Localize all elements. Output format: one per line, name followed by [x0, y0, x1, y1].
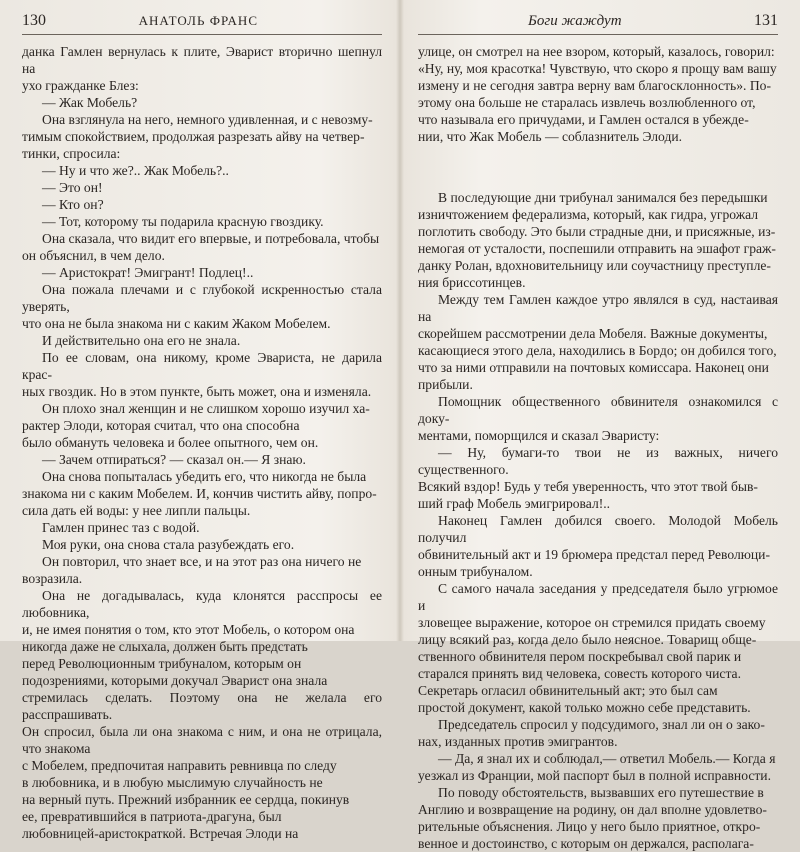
text-line: рительные объяснения. Лицо у него было приятное, откро-: [418, 819, 761, 835]
text-line: Помощник общественного обвинителя ознакомился с доку-: [418, 394, 778, 427]
text-line: нии, что Жак Мобель — соблазнитель Элоди.: [418, 129, 683, 144]
text-line: Моя руки, она снова стала разубеждать его.: [42, 537, 295, 552]
text-line: Между тем Гамлен каждое утро являлся в суд, настаивая на: [418, 292, 778, 325]
text-line: Она взглянула на него, немного удивленная, и с невозму-: [42, 112, 373, 127]
text-line: скорейшем рассмотрении дела Мобеля. Важные документы,: [418, 326, 768, 342]
text-line: изничтожением федерализма, который, как гидра, угрожал: [418, 207, 759, 223]
text-line: Англию и возвращение на родину, он дал вполне удовлетво-: [418, 802, 767, 818]
text-line: обвинительный акт и 19 брюмера предстал перед Революци-: [418, 547, 770, 563]
left-page: [0, 0, 400, 841]
text-line: прибыли.: [418, 377, 473, 393]
text-line: лицу всякий раз, когда дело было неясное. Товарищ обще-: [418, 632, 757, 648]
right-page-header: [418, 12, 778, 35]
text-line: — Тот, которому ты подарила красную гвоздику.: [42, 214, 324, 229]
text-line: измену и не сегодня завтра верну вам благосклонность». По-: [418, 78, 771, 93]
text-line: тинки, спросила:: [22, 146, 121, 161]
text-line: данку Ролан, вдохновительницу или соучастницу преступле-: [418, 258, 771, 274]
text-line: стремилась сделать. Поэтому она не желала его расспрашивать.: [22, 690, 382, 722]
text-line: простой документ, какой только можно себе представить.: [418, 700, 751, 716]
text-line: ных гвоздик. Но в этом пункте, быть может, она и изменяла.: [22, 384, 372, 399]
text-line: И действительно она его не знала.: [42, 333, 241, 348]
text-line: возразила.: [22, 571, 83, 586]
text-line: Секретарь огласил обвинительный акт; это был сам: [418, 683, 718, 699]
text-line: — Кто он?: [42, 197, 104, 212]
text-line: — Зачем отпираться? — сказал он.— Я знаю.: [42, 452, 306, 467]
text-line: Председатель спросил у подсудимого, знал ли он о зако-: [438, 717, 765, 733]
text-line: По поводу обстоятельств, вызвавших его путешествие в: [438, 785, 764, 801]
text-line: венное и достоинство, с которым он держался, располага-: [418, 836, 754, 852]
text-line: улице, он смотрел на нее взором, который, казалось, говорил:: [418, 44, 775, 59]
text-line: — Ну и что же?.. Жак Мобель?..: [42, 163, 229, 178]
text-line: зловещее выражение, которое он стремился придать своему: [418, 615, 766, 631]
text-line: — Да, я знал их и соблюдал,— ответил Мобель.— Когда я: [438, 751, 776, 767]
text-line: любовницей-аристократкой. Встречая Элоди на: [22, 826, 299, 841]
text-line: знакома ни с каким Мобелем. И, кончив чистить айву, попро-: [22, 486, 377, 501]
text-line: ния бриссотинцев.: [418, 275, 526, 291]
text-line: рактер Элоди, которая считал, что она способна: [22, 418, 300, 433]
text-line: ее, превратившийся в патриота-драгуна, был: [22, 809, 282, 824]
text-line: Она сказала, что видит его впервые, и потребовала, чтобы: [42, 231, 380, 246]
text-line: никогда даже не слыхала, должен быть предстать: [22, 639, 308, 654]
text-line: этому она больше не старалась извлечь возлюбленного от,: [418, 95, 756, 110]
text-line: Она не догадывалась, куда клонятся расспросы ее любовника,: [22, 588, 382, 620]
text-line: с Мобелем, предпочитая направить ревнивца по следу: [22, 758, 337, 773]
text-line: уезжал из Франции, мой паспорт был в полной исправности.: [418, 768, 771, 784]
text-line: Она снова попыталась убедить его, что никогда не была: [42, 469, 367, 484]
text-line: поглотить свободу. Это были страдные дни, и присяжные, из-: [418, 224, 776, 240]
text-line: ственного обвинителя пером поскребывал свой парик и: [418, 649, 742, 665]
text-line: данка Гамлен вернулась к плите, Эварист вторично шепнул на: [22, 44, 382, 76]
text-line: Он повторил, что знает все, и на этот раз она ничего не: [42, 554, 362, 569]
text-line: По ее словам, она никому, кроме Эвариста, не дарила крас-: [22, 350, 382, 382]
text-line: «Ну, ну, моя красотка! Чувствую, что скоро я прощу вам вашу: [418, 61, 777, 76]
text-line: было обмануть человека и более опытного, чем он.: [22, 435, 319, 450]
right-page-text: [418, 43, 778, 852]
text-line: нах, изданных против эмигрантов.: [418, 734, 618, 750]
left-page-header: [22, 12, 382, 35]
text-line: С самого начала заседания у председателя было угрюмое и: [418, 581, 778, 614]
text-line: — Жак Мобель?: [42, 95, 138, 110]
text-line: что за ними отправили на почтовых комиссара. Наконец они: [418, 360, 769, 376]
text-line: — Ну, бумаги-то твои не из важных, ничего существенного.: [418, 445, 778, 478]
text-line: ментами, поморщился и сказал Эваристу:: [418, 428, 660, 444]
text-line: [418, 159, 778, 176]
text-line: что она не была знакома ни с каким Жаком Мобелем.: [22, 316, 331, 331]
text-line: — Это он!: [42, 180, 103, 195]
left-page-text: [22, 43, 382, 842]
page-number: 130: [22, 12, 46, 29]
text-line: подозрениями, которыми докучал Эварист она знала: [22, 673, 328, 688]
text-line: ухо гражданке Блез:: [22, 78, 139, 93]
text-line: он объяснил, в чем дело.: [22, 248, 165, 263]
text-line: тимым спокойствием, продолжая разрезать айву на четвер-: [22, 129, 365, 144]
text-line: сила дать ей воды: у нее липли пальцы.: [22, 503, 251, 518]
text-line: Всякий вздор! Будь у тебя уверенность, что этот твой быв-: [418, 479, 758, 495]
text-line: Гамлен принес таз с водой.: [42, 520, 200, 535]
text-line: Наконец Гамлен добился своего. Молодой Мобель получил: [418, 513, 778, 546]
running-header-title: Боги жаждут: [528, 13, 622, 29]
text-line: в любовника, и в любую мыслимую случайность не: [22, 775, 323, 790]
page-number: 131: [754, 12, 778, 29]
text-line: немогая от усталости, поспешили отправить на эшафот граж-: [418, 241, 776, 257]
text-line: онным трибуналом.: [418, 564, 533, 580]
text-line: касающиеся этого дела, находились в Бордо; он добился того,: [418, 343, 777, 359]
right-page: [400, 0, 800, 852]
text-line: на верный путь. Прежний избранник ее сердца, покинув: [22, 792, 350, 807]
text-line: Он плохо знал женщин и не слишком хорошо изучил ха-: [42, 401, 370, 416]
text-line: Она пожала плечами и с глубокой искренностью стала уверять,: [22, 282, 382, 314]
text-line: ший граф Мобель эмигрировал!..: [418, 496, 611, 512]
text-line: — Аристократ! Эмигрант! Подлец!..: [42, 265, 254, 280]
text-line: что называла его причудами, и Гамлен остался в убежде-: [418, 112, 749, 127]
text-line: перед Революционным трибуналом, которым он: [22, 656, 302, 671]
text-line: Он спросил, была ли она знакома с ним, и она не отрицала, что знакома: [22, 724, 382, 756]
running-header-author: АНАТОЛЬ ФРАНС: [138, 13, 258, 28]
text-line: В последующие дни трибунал занимался без передышки: [438, 190, 768, 206]
text-line: старался принять вид человека, совесть которого чиста.: [418, 666, 741, 682]
text-line: и, не имея понятия о том, кто этот Мобель, о котором она: [22, 622, 355, 637]
